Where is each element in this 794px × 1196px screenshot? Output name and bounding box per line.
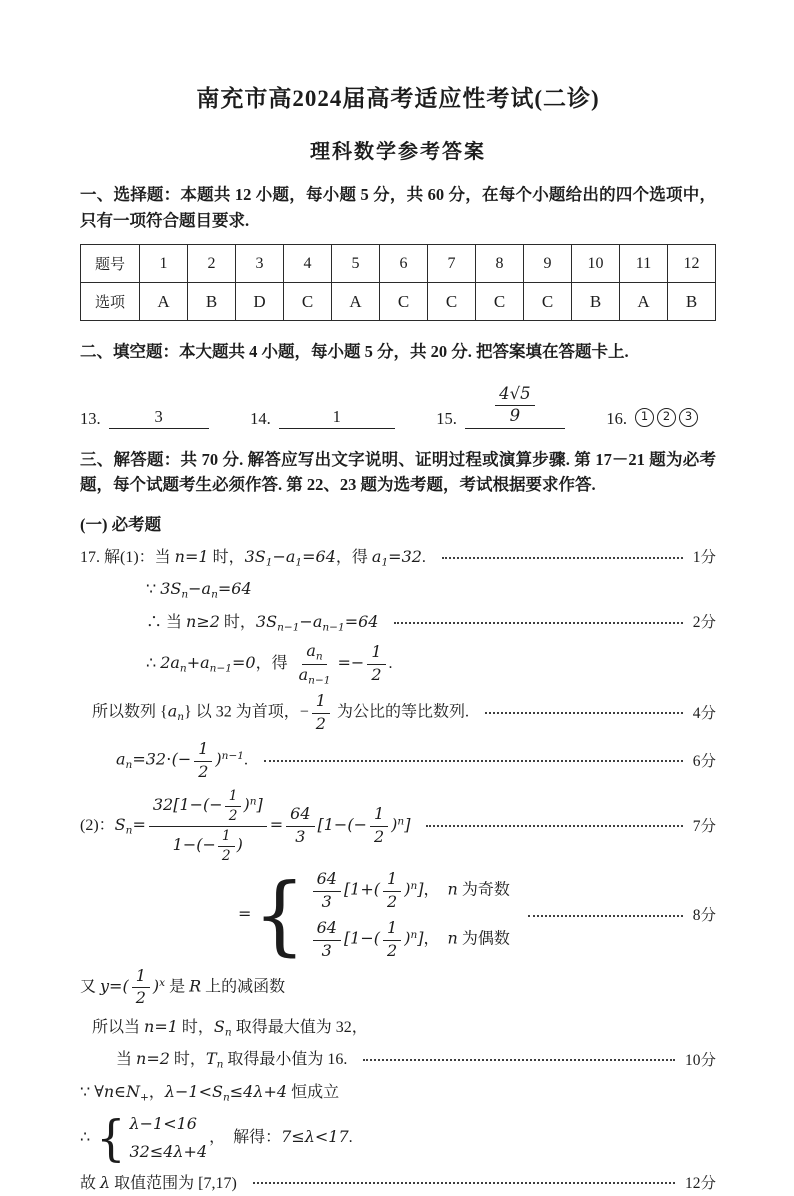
text-run: 上的减函数 bbox=[201, 978, 286, 996]
solution-line bbox=[80, 1080, 716, 1106]
math-run: =64 bbox=[217, 579, 252, 599]
text-run: ∵ bbox=[80, 1083, 95, 1101]
math-run: =64 bbox=[344, 611, 379, 631]
question-number-cell: 4 bbox=[284, 245, 332, 283]
dotted-leader bbox=[253, 1180, 675, 1184]
superscript: n bbox=[410, 929, 418, 942]
math-run: 2 bbox=[221, 847, 231, 864]
text-run: ， 解得： bbox=[209, 1129, 282, 1147]
solution-line-content bbox=[146, 610, 378, 636]
fraction-numerator bbox=[132, 967, 150, 988]
text-run: . bbox=[244, 751, 249, 769]
text-run: . bbox=[421, 548, 426, 566]
subscript: n bbox=[224, 1026, 232, 1039]
solution-line bbox=[80, 788, 716, 864]
fraction-numerator bbox=[367, 643, 385, 664]
text-run: 是 bbox=[165, 978, 190, 996]
fraction bbox=[194, 740, 212, 782]
math-run: 2 bbox=[315, 713, 326, 733]
solution-line-content bbox=[116, 1047, 347, 1073]
math-run: ≤4λ+4 bbox=[229, 1081, 288, 1101]
fraction-numerator bbox=[149, 788, 267, 827]
fraction-denominator bbox=[383, 941, 401, 961]
solution-line-content bbox=[80, 788, 410, 864]
solution-line bbox=[80, 1171, 716, 1196]
blank-13 bbox=[80, 407, 209, 429]
fraction-numerator bbox=[383, 919, 401, 940]
math-run: ) bbox=[243, 795, 250, 815]
math-run: y=( bbox=[100, 976, 129, 996]
math-run: 1 bbox=[198, 739, 209, 759]
text-run: 故 bbox=[80, 1174, 101, 1192]
math-run: ] bbox=[417, 928, 424, 948]
math-run: 32≤4λ+4 bbox=[129, 1141, 208, 1161]
superscript: n bbox=[249, 795, 257, 808]
math-run: 32[1−(− bbox=[152, 795, 223, 815]
question-number-cell: 10 bbox=[572, 245, 620, 283]
text-run: . bbox=[348, 1129, 353, 1147]
text-run: } 以 32 为首项，− bbox=[184, 704, 309, 722]
math-run: ) bbox=[404, 879, 411, 899]
math-run: n≥2 bbox=[186, 611, 220, 631]
fraction-denominator bbox=[370, 827, 388, 847]
cases-rows bbox=[310, 870, 510, 961]
question-number-cell: 5 bbox=[332, 245, 380, 283]
math-run: 64 bbox=[316, 918, 337, 938]
fraction-numerator bbox=[312, 692, 330, 713]
subscript: + bbox=[140, 1091, 149, 1104]
solution-line bbox=[92, 692, 716, 734]
math-run: a bbox=[306, 641, 316, 661]
math-run: ) bbox=[152, 976, 160, 996]
fraction bbox=[312, 692, 330, 734]
math-run: λ bbox=[100, 1172, 111, 1192]
question-number-cell: 9 bbox=[524, 245, 572, 283]
text-run: 取得最小值为 16. bbox=[223, 1051, 348, 1069]
math-run: ) bbox=[236, 834, 243, 854]
text-run: ∵ bbox=[146, 581, 161, 599]
cases-row bbox=[129, 1112, 207, 1137]
math-run: 64 bbox=[316, 869, 337, 889]
cases-row bbox=[129, 1140, 207, 1165]
math-run: −a bbox=[299, 611, 323, 631]
fraction bbox=[132, 967, 150, 1009]
blank-14-answer: 1 bbox=[279, 407, 395, 429]
subscript: n bbox=[179, 662, 187, 675]
text-run: ∴ bbox=[80, 1129, 95, 1147]
page-title: 南充市高2024届高考适应性考试(二诊) bbox=[196, 86, 600, 111]
subscript: n−1 bbox=[277, 621, 300, 634]
math-run: 3S bbox=[244, 546, 266, 566]
math-run: 2 bbox=[373, 826, 385, 846]
fraction bbox=[367, 643, 385, 685]
dotted-leader bbox=[264, 758, 683, 762]
fraction bbox=[225, 788, 242, 825]
math-run: 1 bbox=[387, 918, 398, 938]
solution-line bbox=[80, 967, 716, 1009]
math-run: λ−1<S bbox=[164, 1081, 223, 1101]
math-run: 2a bbox=[160, 652, 180, 672]
text-run: 为偶数 bbox=[457, 930, 510, 948]
fraction-denominator bbox=[383, 892, 401, 912]
text-run: ， bbox=[148, 1083, 165, 1101]
superscript: n bbox=[410, 880, 418, 893]
math-run: 2 bbox=[387, 891, 398, 911]
blank-16-answer bbox=[635, 408, 698, 429]
page-subtitle: 理科数学参考答案 bbox=[310, 141, 486, 163]
math-run: ] bbox=[256, 795, 263, 815]
math-run: 1 bbox=[387, 869, 398, 889]
fraction-numerator bbox=[313, 919, 341, 940]
blank-13-answer: 3 bbox=[109, 407, 209, 429]
row-label-answer: 选项 bbox=[81, 283, 140, 321]
math-run: a bbox=[167, 702, 178, 722]
subscript: n−1 bbox=[308, 674, 331, 687]
math-run: = bbox=[238, 904, 252, 924]
fraction-denominator bbox=[312, 714, 330, 734]
required-questions-heading: (一) 必考题 bbox=[80, 514, 162, 534]
answer-cell: A bbox=[140, 283, 188, 321]
cases-group bbox=[253, 865, 510, 966]
fraction-denominator bbox=[295, 665, 335, 687]
text-run: 时， bbox=[208, 548, 245, 566]
blank-14 bbox=[250, 407, 395, 429]
subscript: n bbox=[125, 824, 133, 837]
answer-cell: A bbox=[332, 283, 380, 321]
solution-line-content bbox=[92, 1015, 368, 1041]
dotted-leader bbox=[394, 620, 682, 624]
solution-line bbox=[238, 865, 716, 966]
superscript: n−1 bbox=[221, 750, 245, 763]
text-run: 17. 解(1)：当 bbox=[80, 548, 175, 566]
math-run: −a bbox=[272, 546, 296, 566]
score-label: 4分 bbox=[692, 704, 716, 722]
score-label: 10分 bbox=[684, 1051, 716, 1069]
text-run: 恒成立 bbox=[287, 1083, 340, 1101]
blank-16-number: 16. bbox=[606, 408, 627, 428]
fraction-numerator: 4√5 bbox=[495, 385, 535, 406]
fraction-numerator bbox=[194, 740, 212, 761]
circled-number: 3 bbox=[679, 408, 698, 427]
math-run: 3 bbox=[295, 826, 306, 846]
text-run: 时， bbox=[219, 613, 256, 631]
score-label: 7分 bbox=[692, 817, 716, 835]
subscript: n bbox=[181, 588, 189, 601]
solution-line-content bbox=[92, 692, 469, 734]
text-run: 当 bbox=[116, 1051, 137, 1069]
math-run: n=1 bbox=[174, 546, 209, 566]
math-run: 3 bbox=[321, 940, 332, 960]
solution-line bbox=[116, 740, 716, 782]
math-run: 2 bbox=[371, 664, 382, 684]
math-run: 1 bbox=[221, 827, 231, 844]
question-number-cell: 11 bbox=[620, 245, 668, 283]
math-run: 2 bbox=[135, 988, 146, 1008]
math-run: +a bbox=[186, 652, 210, 672]
fraction bbox=[313, 870, 341, 912]
solution-line bbox=[92, 1015, 716, 1041]
question-number-cell: 3 bbox=[236, 245, 284, 283]
dotted-leader bbox=[442, 555, 683, 559]
math-run: 7≤λ<17 bbox=[281, 1127, 349, 1147]
answer-row bbox=[81, 283, 716, 321]
fraction-denominator bbox=[225, 807, 242, 825]
math-run: R bbox=[189, 976, 202, 996]
answer-cell: B bbox=[572, 283, 620, 321]
fill-in-answers-row bbox=[80, 385, 716, 429]
math-run: = bbox=[269, 814, 284, 834]
cases-rows bbox=[129, 1112, 207, 1165]
fraction bbox=[286, 805, 314, 847]
answer-table bbox=[80, 244, 716, 321]
math-run: =32⋅(− bbox=[132, 749, 192, 769]
subscript: 1 bbox=[265, 556, 273, 569]
question-number-row bbox=[81, 245, 716, 283]
score-label: 1分 bbox=[692, 549, 716, 567]
subscript: 1 bbox=[295, 556, 303, 569]
fraction bbox=[313, 919, 341, 961]
fraction-numerator bbox=[218, 828, 235, 847]
fraction-denominator bbox=[318, 941, 336, 961]
text-run: ， bbox=[423, 930, 448, 948]
cases-group bbox=[96, 1109, 208, 1166]
fraction-numerator bbox=[370, 805, 388, 826]
subscript: n bbox=[222, 1091, 230, 1104]
solution-line-content bbox=[238, 865, 512, 966]
math-run: =32 bbox=[388, 546, 422, 566]
text-run: 又 bbox=[80, 978, 101, 996]
blank-16 bbox=[606, 408, 698, 429]
subscript: n bbox=[216, 1058, 224, 1071]
answer-cell: B bbox=[668, 283, 716, 321]
fraction-numerator bbox=[302, 642, 326, 665]
math-run: 1 bbox=[135, 965, 146, 985]
text-run: (2)： bbox=[80, 816, 115, 834]
answer-cell: C bbox=[476, 283, 524, 321]
math-run: n=1 bbox=[144, 1016, 178, 1036]
text-run: 为奇数 bbox=[457, 881, 510, 899]
fraction-denominator bbox=[132, 988, 150, 1008]
solution-line-content bbox=[80, 1080, 339, 1106]
answer-cell: C bbox=[284, 283, 332, 321]
math-run: 1 bbox=[371, 642, 382, 662]
cases-row bbox=[310, 919, 510, 961]
math-run: T bbox=[205, 1049, 217, 1069]
solution-line-content bbox=[146, 577, 252, 603]
math-run: S bbox=[114, 814, 126, 834]
math-run: =− bbox=[337, 652, 365, 672]
cases-row bbox=[310, 870, 510, 912]
section-1-heading: 一、选择题：本题共 12 小题，每小题 5 分，共 60 分，在每个小题给出的四个选项中，只有一项符合题目要求. bbox=[80, 185, 716, 230]
score-label: 8分 bbox=[692, 906, 716, 924]
math-run: n bbox=[447, 879, 458, 899]
math-run: = bbox=[132, 814, 146, 834]
math-run: 1 bbox=[373, 804, 385, 824]
math-run: [1+( bbox=[343, 879, 381, 899]
math-run: ∀n∈N bbox=[94, 1081, 140, 1101]
text-run: 为公比的等比数列. bbox=[332, 704, 469, 722]
subscript: n−1 bbox=[322, 621, 345, 634]
question-number-cell: 8 bbox=[476, 245, 524, 283]
math-run: S bbox=[213, 1016, 225, 1036]
fraction-numerator bbox=[286, 805, 314, 826]
blank-15-number: 15. bbox=[436, 408, 457, 428]
left-brace: { bbox=[253, 865, 306, 966]
math-run: a bbox=[298, 664, 309, 684]
text-run: ∴ bbox=[146, 654, 161, 672]
blank-13-number: 13. bbox=[80, 408, 101, 428]
math-run: ) bbox=[391, 814, 398, 834]
math-run: ] bbox=[404, 814, 411, 834]
answer-cell: B bbox=[188, 283, 236, 321]
math-run: λ−1<16 bbox=[129, 1113, 197, 1133]
math-run: −a bbox=[188, 579, 212, 599]
solution-line-content bbox=[146, 642, 393, 686]
text-run: 时， bbox=[177, 1018, 214, 1036]
math-run: 1 bbox=[228, 788, 238, 805]
dotted-leader bbox=[528, 913, 683, 917]
text-run: ∴ 当 bbox=[146, 613, 187, 631]
dotted-leader bbox=[485, 710, 683, 714]
dotted-leader bbox=[426, 823, 682, 827]
answer-cell: C bbox=[380, 283, 428, 321]
math-run: =0 bbox=[232, 652, 256, 672]
subscript: n bbox=[315, 650, 323, 663]
question-number-cell: 12 bbox=[668, 245, 716, 283]
math-run: ) bbox=[404, 928, 411, 948]
left-brace: { bbox=[96, 1109, 126, 1166]
question-number-cell: 2 bbox=[188, 245, 236, 283]
answer-cell: D bbox=[236, 283, 284, 321]
blank-15-answer bbox=[465, 385, 565, 429]
solution-line-content bbox=[80, 545, 426, 571]
question-number-cell: 1 bbox=[140, 245, 188, 283]
math-run: 3S bbox=[160, 579, 182, 599]
math-run: 2 bbox=[387, 940, 398, 960]
subscript: 1 bbox=[381, 556, 389, 569]
row-label-number: 题号 bbox=[81, 245, 140, 283]
fraction-denominator bbox=[367, 665, 385, 685]
text-run: ， bbox=[423, 881, 448, 899]
text-run: . bbox=[388, 654, 393, 672]
text-run: 时， bbox=[169, 1051, 206, 1069]
math-run: =64 bbox=[302, 546, 336, 566]
math-run: ] bbox=[417, 879, 424, 899]
text-run: ，得 bbox=[255, 654, 292, 672]
math-run: 1−(− bbox=[172, 834, 216, 854]
solution-line bbox=[146, 610, 716, 636]
fraction-numerator bbox=[313, 870, 341, 891]
answer-table-body bbox=[81, 245, 716, 321]
math-run: 2 bbox=[228, 807, 238, 824]
text-run: 所以当 bbox=[92, 1018, 145, 1036]
circled-number: 1 bbox=[635, 408, 654, 427]
math-run: a bbox=[116, 749, 126, 769]
fraction-denominator bbox=[318, 892, 336, 912]
math-run: 64 bbox=[290, 804, 311, 824]
math-run: n=2 bbox=[136, 1049, 170, 1069]
subscript: n−1 bbox=[209, 662, 232, 675]
dotted-leader bbox=[363, 1057, 675, 1061]
fraction bbox=[383, 919, 401, 961]
fraction bbox=[295, 642, 335, 686]
solution-line-content bbox=[80, 1109, 353, 1166]
text-run: ，得 bbox=[335, 548, 372, 566]
section-3-heading: 三、解答题：共 70 分. 解答应写出文字说明、证明过程或演算步骤. 第 17－21 题为必考题，每个试题考生必须作答. 第 22、23 题为选考题，考试根据要求作答. bbox=[80, 449, 716, 495]
fraction-numerator bbox=[383, 870, 401, 891]
score-label: 12分 bbox=[684, 1174, 716, 1192]
fraction-denominator bbox=[218, 847, 235, 865]
fraction bbox=[370, 805, 388, 847]
text-run: 取值范围为 [7,17) bbox=[110, 1174, 237, 1192]
blank-15 bbox=[436, 385, 565, 429]
subscript: n bbox=[125, 759, 133, 772]
solution-line bbox=[80, 545, 716, 571]
math-run: [1−( bbox=[343, 928, 381, 948]
fraction bbox=[495, 385, 535, 426]
math-run: 2 bbox=[198, 761, 209, 781]
circled-number: 2 bbox=[657, 408, 676, 427]
fraction-numerator bbox=[225, 788, 242, 807]
fraction bbox=[149, 788, 267, 864]
solution-line bbox=[80, 1109, 716, 1166]
superscript: n bbox=[397, 815, 405, 828]
score-label: 2分 bbox=[692, 614, 716, 632]
answer-cell: C bbox=[524, 283, 572, 321]
question-number-cell: 6 bbox=[380, 245, 428, 283]
fraction-denominator bbox=[194, 762, 212, 782]
math-run: [1−(− bbox=[317, 814, 367, 834]
subscript: n bbox=[177, 711, 185, 724]
fraction bbox=[218, 828, 235, 865]
math-run: 3 bbox=[321, 891, 332, 911]
text-run: 所以数列 { bbox=[92, 704, 168, 722]
solution-line bbox=[146, 642, 716, 686]
math-run: a bbox=[371, 546, 382, 566]
score-label: 6分 bbox=[692, 752, 716, 770]
solution-line-content bbox=[80, 967, 285, 1009]
solution-line bbox=[116, 1047, 716, 1073]
question-number-cell: 7 bbox=[428, 245, 476, 283]
math-run: 1 bbox=[315, 691, 326, 711]
answer-cell: C bbox=[428, 283, 476, 321]
solution-line-content bbox=[80, 1171, 237, 1196]
solution-17 bbox=[80, 545, 716, 1196]
answer-cell: A bbox=[620, 283, 668, 321]
fraction-denominator bbox=[291, 827, 309, 847]
solution-line-content bbox=[116, 740, 248, 782]
fraction bbox=[383, 870, 401, 912]
fraction-denominator: 9 bbox=[509, 405, 521, 425]
superscript: x bbox=[159, 976, 166, 989]
fraction-denominator bbox=[169, 827, 247, 865]
math-run: n bbox=[447, 928, 458, 948]
math-run: 3S bbox=[255, 611, 278, 631]
blank-14-number: 14. bbox=[250, 408, 271, 428]
subscript: n bbox=[211, 588, 218, 601]
math-run: ) bbox=[215, 749, 222, 769]
section-2-heading: 二、填空题：本大题共 4 小题，每小题 5 分，共 20 分. 把答案填在答题卡上. bbox=[80, 342, 629, 362]
solution-line bbox=[146, 577, 716, 603]
text-run: 取得最大值为 32， bbox=[231, 1018, 368, 1036]
